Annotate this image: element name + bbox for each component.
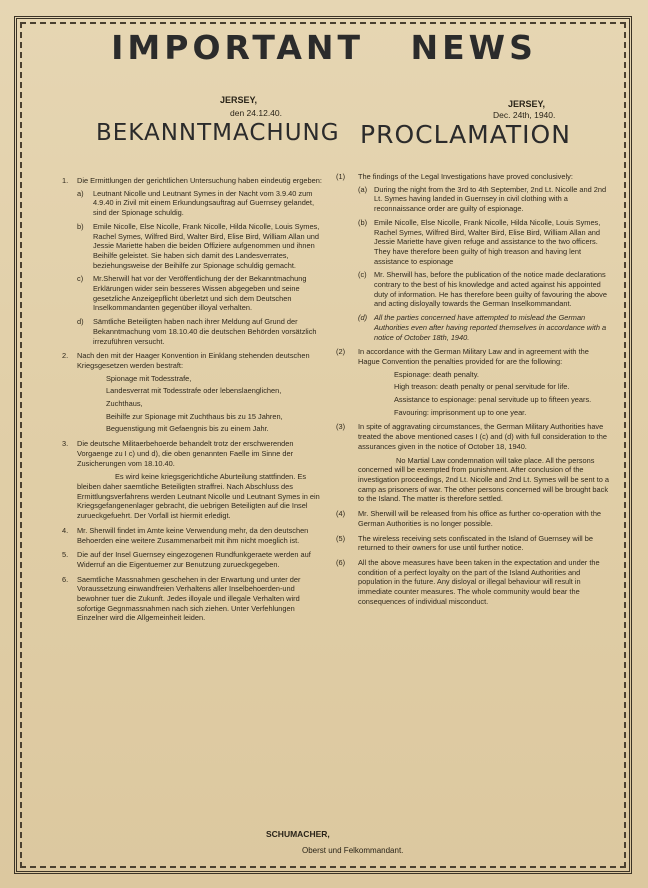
paragraph-text: Mr. Sherwill findet im Amte keine Verwendung mehr, da den deutschen Behoerden eine weitere Zusammenarbeit mit ihm nicht moeglich ist.	[77, 525, 309, 545]
english-paragraph-5	[336, 534, 612, 553]
german-item-a	[77, 189, 326, 218]
english-paragraph-2	[336, 347, 612, 417]
paragraph-text: Die auf der Insel Guernsey eingezogenen Rundfunkgeraete werden auf Widerruf an die Eigentuemer zur Benutzung zurueckgegeben.	[77, 550, 311, 569]
english-paragraph-6	[336, 558, 612, 607]
item-label: d)	[77, 317, 84, 327]
left-date: den 24.12.40.	[230, 108, 282, 118]
item-text: During the night from the 3rd to 4th September, 2nd Lt. Nicolle and 2nd Lt. Symes having landed in Guernsey in civil clothing with a reconnaissance order are guilty of espionage.	[374, 184, 607, 214]
english-item-d	[358, 313, 612, 342]
penalty-line: Espionage: death penalty.	[394, 369, 479, 379]
german-paragraph-5	[62, 550, 326, 569]
german-paragraph-6	[62, 575, 326, 624]
paragraph-number: 1.	[62, 176, 69, 185]
paragraph-number: (2)	[336, 347, 346, 357]
paragraph-text: In spite of aggravating circumstances, the German Military Authorities have treated the above mentioned cases I (c) and (d) with full consideration to the assurances given in the notice of October 18, 1940.	[358, 422, 607, 451]
german-column	[62, 176, 326, 628]
paragraph-text: Saemtliche Massnahmen geschehen in der Erwartung und unter der Voraussetzung einwandfreien Verhaltens aller Inselbehoerden-und bewohner tuer die Zukunft. Jedes illoyale und illegale Verhalten wird sofortige Gegnmassnahmen nach sich ziehen. Unter Verfehlungen Einzelner wird die Allgemeinheit leiden.	[77, 574, 301, 623]
paragraph-intro: The findings of the Legal Investigations have proved conclusively:	[358, 172, 573, 181]
item-label: b)	[77, 221, 84, 231]
paragraph-text: Mr. Sherwill will be released from his office as further co-operation with the German Authorities is no longer possible.	[358, 509, 602, 528]
paragraph-number: (1)	[336, 172, 346, 181]
german-paragraph-1	[62, 176, 326, 346]
item-label: c)	[77, 274, 84, 284]
item-text: Sämtliche Beteiligten haben nach ihrer Meldung auf Grund der Bekanntmachung vom 18.10.40 die deutschen Behörden vorsätzlich irrezuführen versucht.	[93, 317, 317, 346]
penalty-line: Beguenstigung mit Gefaengnis bis zu einem Jahr.	[106, 424, 269, 434]
english-paragraph-4	[336, 509, 612, 528]
signature-rank: Oberst und Felkommandant.	[302, 846, 404, 855]
german-paragraph-2	[62, 351, 326, 434]
right-date: Dec. 24th, 1940.	[493, 110, 556, 120]
item-label: (d)	[358, 313, 368, 323]
paragraph-intro: Die Ermittlungen der gerichtlichen Untersuchung haben eindeutig ergeben:	[77, 176, 322, 185]
paragraph-intro: In accordance with the German Military Law and in agreement with the Hague Convention the penalties provided for are the following:	[358, 347, 589, 366]
item-label: (c)	[358, 270, 367, 280]
german-item-c	[77, 274, 326, 313]
item-text: Mr. Sherwill has, before the publication of the notice made declarations contrary to the best of his knowledge and acted against his appointed duty of information. He has therefore been guilty of favouring the above and acting disloyally towards the German Inselkommandant.	[374, 270, 607, 309]
signature-name: SCHUMACHER,	[266, 829, 330, 839]
german-paragraph-4	[62, 526, 326, 545]
paragraph-number: 6.	[62, 574, 69, 584]
paragraph-intro: Nach den mit der Haager Konvention in Einklang stehenden deutschen Kriegsgesetzen werden bestraft:	[77, 351, 310, 370]
item-label: a)	[77, 188, 84, 198]
german-title: BEKANNTMACHUNG	[96, 120, 340, 146]
penalty-line: Favouring: imprisonment up to one year.	[394, 407, 527, 417]
paragraph-number: 5.	[62, 550, 69, 560]
paragraph-number: 4.	[62, 525, 69, 535]
paragraph-number: (6)	[336, 557, 346, 567]
right-place: JERSEY,	[508, 99, 546, 109]
paragraph-text: Die deutsche Militaerbehoerde behandelt trotz der erschwerenden Vorgaenge zu I c) und d), die oben genannten Faelle im Sinne der Zusicherungen vom 18.10.40.	[77, 439, 294, 468]
paragraph-number: (5)	[336, 533, 346, 543]
paragraph-text: All the above measures have been taken in the expectation and under the condition of a perfect loyalty on the part of the Island Authorities and population in the future. Any disloyal or illegal behaviour will result in immediate counter measures. The whole community would bear the consequences of individual misconduct.	[358, 557, 600, 606]
item-text: Emile Nicolle, Else Nicolle, Frank Nicolle, Hilda Nicolle, Louis Symes, Rachel Symes, Wilfred Bird, Walter Bird, Elise Bird, William Allan and Jessie Mariette have given refuge and assistance to the two officers. They have therefore been guilty of high treason and having lent assistance to espionage	[374, 217, 601, 266]
english-title: PROCLAMATION	[360, 120, 571, 149]
penalty-line: Zuchthaus,	[106, 399, 143, 409]
item-text: Leutnant Nicolle und Leutnant Symes in der Nacht vom 3.9.40 zum 4.9.40 in Zivil mit einem Erkundungsauftrag auf Guernsey gelandet, sind der Spionage schuldig.	[93, 188, 315, 218]
headline: IMPORTANT NEWS	[111, 28, 537, 67]
english-column	[336, 172, 612, 611]
penalty-line: Spionage mit Todesstrafe,	[106, 373, 192, 383]
item-text: All the parties concerned have attempted to mislead the German Authorities even after having reported themselves in accordance with a notice of October 18th, 1940.	[374, 313, 607, 342]
item-label: (a)	[358, 184, 368, 194]
paragraph-number: (3)	[336, 422, 346, 432]
german-paragraph-3	[62, 439, 326, 521]
item-label: (b)	[358, 217, 368, 227]
item-text: Mr.Sherwill hat vor der Veröffentlichung der der Bekanntmachung Erklärungen wider sein besseres Wissen abgegeben und seine gesetzliche Anzeigepflicht überletzt und sich dem Deutschen Inselkommandanten gegenüber illoyal verhalten.	[93, 274, 307, 313]
left-place: JERSEY,	[220, 95, 258, 105]
english-item-a	[358, 185, 612, 214]
paragraph-number: 2.	[62, 351, 69, 361]
paragraph-number: (4)	[336, 509, 346, 519]
paragraph-text: No Martial Law condemnation will take place. All the persons concerned will be exempted from punishment. After conclusion of the investigation proceedings, 2nd Lt. Nicolle and 2nd Lt. Symes will be sent to a camp as prisoners of war. The other persons concerned will be brought back to the Island. The matter is therefore settled.	[358, 455, 610, 504]
paragraph-number: 3.	[62, 439, 69, 449]
penalty-line: Beihilfe zur Spionage mit Zuchthaus bis zu 15 Jahren,	[106, 411, 283, 421]
penalty-line: High treason: death penalty or penal servitude for life.	[394, 382, 570, 392]
german-item-b	[77, 222, 326, 271]
penalty-line: Assistance to espionage: penal servitude up to fifteen years.	[394, 395, 592, 405]
paragraph-text: Es wird keine kriegsgerichtliche Aburteilung stattfinden. Es bleiben daher saemtliche Beteiligten straffrei. Nach Abschluss des Ermittlungsverfahrens werden Leutnant Nicolle und Leutnant Symes in ein Kriegsgefangenenlager gebracht, die uebrigen Beteiligten auf die Insel zurueckgefuehrt. Der Vorfall ist hiermit erledigt.	[77, 472, 320, 521]
english-paragraph-3	[336, 422, 612, 504]
english-item-c	[358, 270, 612, 309]
penalty-line: Landesverrat mit Todesstrafe oder lebenslaenglichen,	[106, 386, 282, 396]
item-text: Emile Nicolle, Else Nicolle, Frank Nicolle, Hilda Nicolle, Louis Symes, Rachel Symes, Wilfred Bird, Walter Bird, Elise Bird, William Allan und Jessie Mariette haben die beiden Offiziere aufgenommen und ihnen Beihilfe geleistet. Sie haben sich damit des Landesverrates, beziehungsweise der Beihilfe zur Spionage schuldig gemacht.	[93, 221, 320, 270]
english-item-b	[358, 218, 612, 267]
german-item-d	[77, 317, 326, 346]
paragraph-text: The wireless receiving sets confiscated in the Island of Guernsey will be returned to their owners for use until further notice.	[358, 533, 593, 553]
english-paragraph-1	[336, 172, 612, 342]
